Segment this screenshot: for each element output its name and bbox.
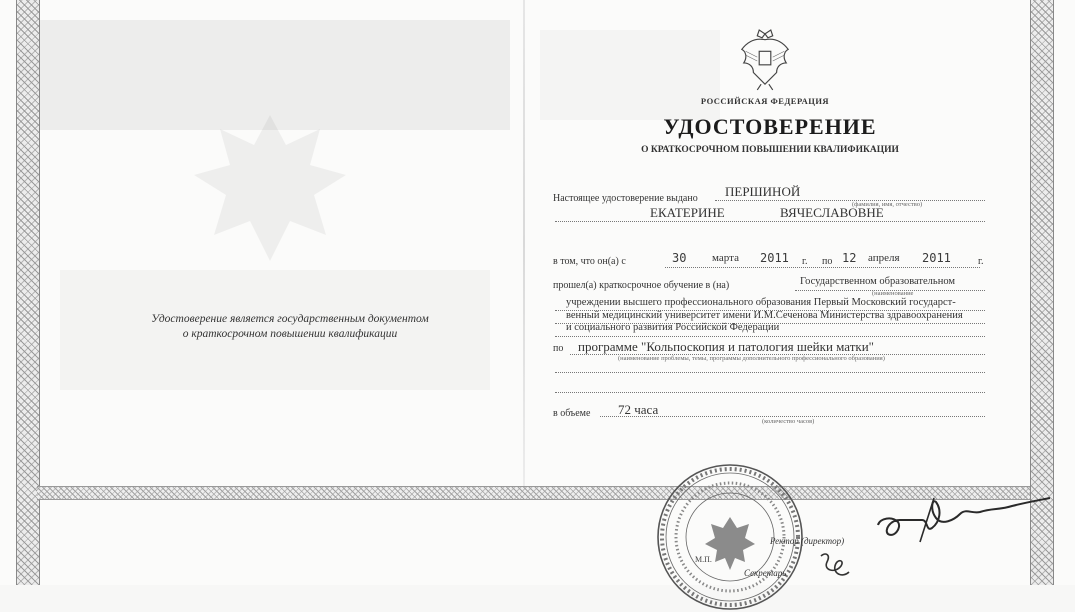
holder-surname: ПЕРШИНОЙ	[725, 184, 801, 199]
program-label: по	[553, 343, 564, 354]
to-year: 2011	[922, 251, 951, 265]
to-month: апреля	[868, 252, 900, 264]
from-month: марта	[712, 252, 739, 264]
volume-hint: (количество часов)	[762, 418, 815, 425]
institution-line-1: Государственном образовательном	[800, 276, 956, 287]
rector-label: Ректор (директор)	[770, 536, 845, 546]
country-label: РОССИЙСКАЯ ФЕДЕРАЦИЯ	[700, 96, 830, 106]
institution-line-underline-4	[555, 336, 985, 337]
from-day: 30	[672, 251, 687, 265]
holder-patronymic: ВЯЧЕСЛАВОВНЕ	[780, 205, 884, 220]
institution-line-4: и социального развития Российской Федерации	[566, 322, 780, 333]
name-line	[555, 221, 985, 222]
document-subtitle: О КРАТКОСРОЧНОМ ПОВЫШЕНИИ КВАЛИФИКАЦИИ	[641, 145, 899, 155]
holder-first-name: ЕКАТЕРИНЕ	[650, 205, 725, 220]
from-year: 2011	[760, 251, 789, 265]
institution-hint: (наименование	[872, 290, 914, 297]
rector-signature	[870, 480, 1060, 560]
volume-label: в объеме	[553, 408, 591, 419]
name-hint: (фамилия, имя, отчество)	[852, 201, 923, 208]
volume-line	[600, 416, 985, 417]
institution-line-2: учреждении высшего профессионального образования Первый Московский государст-	[566, 297, 956, 308]
background-shade	[540, 30, 720, 120]
institution-line-3: венный медицинский университет имени И.М.Сеченова Министерства здравоохранения	[566, 310, 963, 321]
secretary-signature	[815, 548, 855, 583]
to-day: 12	[842, 251, 857, 265]
period-line	[665, 267, 980, 268]
program-value: программе "Кольпоскопия и патология шейки матки"	[578, 339, 874, 354]
secretary-label: Секретарь	[744, 568, 787, 578]
program-line-3	[555, 392, 985, 393]
to-label: по	[822, 256, 833, 267]
left-page-note	[110, 312, 470, 342]
eagle-watermark-icon	[170, 85, 370, 285]
program-hint: (наименование проблемы, темы, программы дополнительного профессионального образования)	[618, 355, 885, 362]
year-suffix-1: г.	[802, 256, 808, 267]
page-fold	[523, 0, 525, 486]
seal-mp-text: М.П.	[695, 555, 712, 564]
period-prefix: в том, что он(а) с	[553, 256, 626, 267]
volume-value: 72 часа	[618, 402, 659, 417]
coat-of-arms-icon	[736, 28, 794, 92]
note-line-1: Удостоверение является государственным документом	[151, 313, 429, 325]
training-label: прошел(а) краткосрочное обучение в (на)	[553, 280, 730, 291]
note-line-2: о краткосрочном повышении квалификации	[182, 328, 398, 340]
surname-line	[715, 200, 985, 201]
year-suffix-2: г.	[978, 256, 984, 267]
program-line-2	[555, 372, 985, 373]
document-title: УДОСТОВЕРЕНИЕ	[663, 114, 877, 139]
issued-label: Настоящее удостоверение выдано	[553, 193, 698, 204]
